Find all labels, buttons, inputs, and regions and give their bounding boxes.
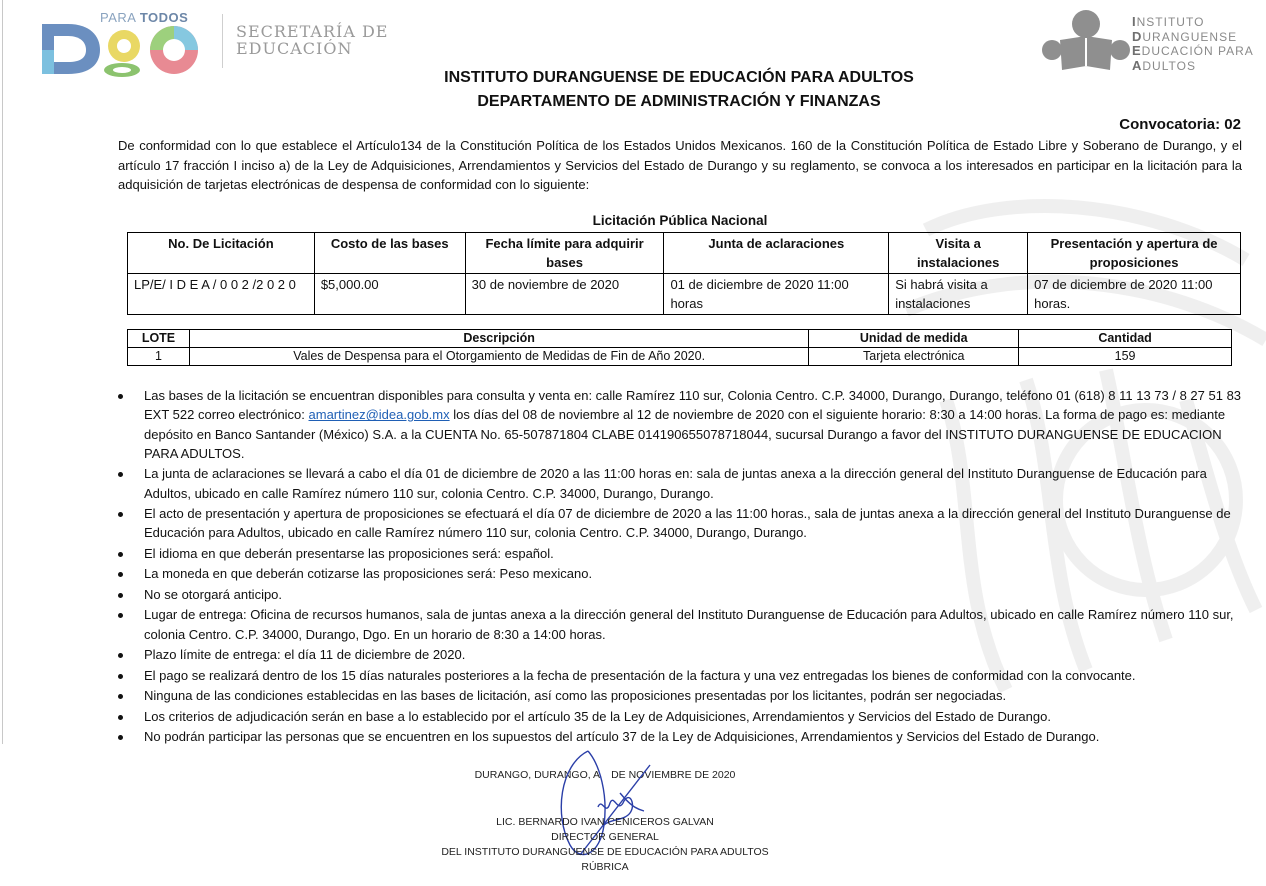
lote-table bbox=[127, 329, 1232, 366]
table-row bbox=[128, 348, 1232, 366]
licitacion-header-row bbox=[128, 233, 1241, 274]
dgo-para-todos-logo bbox=[38, 8, 218, 74]
idea-logo bbox=[1040, 8, 1266, 74]
secretaria-line2: EDUCACIÓN bbox=[236, 39, 353, 58]
title-department: DEPARTAMENTO DE ADMINISTRACIÓN Y FINANZAS bbox=[477, 93, 881, 110]
list-item: Plazo límite de entrega: el día 11 de diciembre de 2020. bbox=[118, 645, 1244, 664]
list-item: El pago se realizará dentro de los 15 días naturales posteriores a la fecha de presentación de la factura y una vez entregadas los bienes de conformidad con la convocante. bbox=[118, 666, 1244, 685]
col-header: Costo de las bases bbox=[314, 233, 465, 274]
logo-divider bbox=[222, 14, 223, 68]
col-header: Junta de aclaraciones bbox=[664, 233, 889, 274]
list-item: Lugar de entrega: Oficina de recursos humanos, sala de juntas anexa a la dirección general del Instituto Duranguense de Educación para Adultos, ubicado en calle Ramírez número 110 sur, colonia Centro. C.P. 34000, Durango, Dgo. En un horario de 8:30 a 14:00 horas. bbox=[118, 605, 1244, 644]
idea-logo-text: INSTITUTO DURANGUENSE EDUCACIÓN PARA ADULTOS bbox=[1132, 14, 1254, 73]
col-header: LOTE bbox=[128, 330, 190, 348]
list-item: El acto de presentación y apertura de proposiciones se efectuará el día 07 de diciembre de 2020 a las 11:00 horas., sala de juntas anexa a la dirección general del Instituto Duranguense de Educación para Adultos, ubicado en calle Ramírez número 110 sur, colonia Centro. C.P. 34000, Durango, Durango. bbox=[118, 504, 1244, 543]
signatory-name: LIC. BERNARDO IVAN CENICEROS GALVAN bbox=[496, 816, 714, 828]
rubrica-label: RÚBRICA bbox=[581, 861, 629, 873]
list-item: No podrán participar las personas que se encuentren en los supuestos del artículo 37 de la Ley de Adquisiciones, Arrendamientos y Servicios del Estado de Durango. bbox=[118, 727, 1244, 746]
reader-icon bbox=[1040, 8, 1132, 74]
licitacion-number: LP/E/ I D E A / 0 0 2 /2 0 2 0 bbox=[128, 274, 315, 315]
lote-quantity: 159 bbox=[1019, 348, 1232, 366]
col-header: No. De Licitación bbox=[128, 233, 315, 274]
title-institute: INSTITUTO DURANGUENSE DE EDUCACIÓN PARA ADULTOS bbox=[444, 69, 914, 86]
payment-text: los días del 08 de noviembre al 12 de noviembre de 2020 con el siguiente horario: 8:30 a 14:00 horas. La forma de pago es: mediante depósito en Banco Santander (México) S.A. a la CUENTA No. 65-507871804 CLABE 014190655078718044, sucursal Durango a favor del INSTITUTO DURANGUENSE DE EDUCACION PARA ADULTOS. bbox=[144, 407, 1226, 461]
col-header: Cantidad bbox=[1019, 330, 1232, 348]
lote-unit: Tarjeta electrónica bbox=[809, 348, 1019, 366]
col-header: Presentación y apertura de proposiciones bbox=[1028, 233, 1241, 274]
signatory-role: DIRECTOR GENERAL bbox=[551, 831, 659, 843]
col-header: Unidad de medida bbox=[809, 330, 1019, 348]
signing-date: DURANGO, DURANGO, A DE NOVIEMBRE DE 2020 bbox=[474, 769, 736, 781]
licitacion-title: Licitación Pública Nacional bbox=[592, 213, 768, 228]
licitacion-table bbox=[127, 232, 1241, 315]
list-item: Ninguna de las condiciones establecidas en las bases de licitación, así como las proposiciones presentadas por los licitantes, podrán ser negociadas. bbox=[118, 686, 1244, 705]
secretaria-line1: SECRETARÍA DE bbox=[236, 22, 389, 41]
list-item: Los criterios de adjudicación serán en base a lo establecido por el artículo 35 de la Ley de Adquisiciones, Arrendamientos y Servicios del Estado de Durango. bbox=[118, 707, 1244, 726]
bases-deadline: 30 de noviembre de 2020 bbox=[465, 274, 664, 315]
list-item: La moneda en que deberán cotizarse las proposiciones será: Peso mexicano. bbox=[118, 564, 1244, 583]
signatory-org: DEL INSTITUTO DURANGUENSE DE EDUCACIÓN PARA ADULTOS bbox=[441, 846, 769, 858]
bases-availability-text: Las bases de la licitación se encuentran disponibles para consulta y venta en: calle Ramírez 110 sur, Colonia Centro. C.P. 34000, Durango, Durango, teléfono 01 (618) 8 11 13 73 / 8 27 51 83 EXT 522 correo electrónico: bbox=[144, 388, 1242, 423]
para-todos-text: PARA TODOS bbox=[100, 10, 189, 25]
lote-header-row bbox=[128, 330, 1232, 348]
document-title bbox=[0, 66, 1266, 114]
lote-description: Vales de Despensa para el Otorgamiento de Medidas de Fin de Año 2020. bbox=[189, 348, 808, 366]
list-item: La junta de aclaraciones se llevará a cabo el día 01 de diciembre de 2020 a las 11:00 horas en: sala de juntas anexa a la dirección general del Instituto Duranguense de Educación para Adultos, ubicado en calle Ramírez número 110 sur, colonia Centro. C.P. 34000, Durango, Durango. bbox=[118, 464, 1244, 503]
site-visit: Si habrá visita a instalaciones bbox=[889, 274, 1028, 315]
list-item bbox=[118, 386, 1244, 463]
col-header: Descripción bbox=[189, 330, 808, 348]
proposal-opening: 07 de diciembre de 2020 11:00 horas. bbox=[1028, 274, 1241, 315]
convocatoria-number: Convocatoria: 02 bbox=[1119, 116, 1241, 133]
signatory-block bbox=[420, 815, 790, 875]
table-row bbox=[128, 274, 1241, 315]
col-header: Fecha límite para adquirir bases bbox=[465, 233, 664, 274]
clarification-meeting: 01 de diciembre de 2020 11:00 horas bbox=[664, 274, 889, 315]
email-link[interactable]: amartinez@idea.gob.mx bbox=[308, 407, 450, 423]
lote-number: 1 bbox=[128, 348, 190, 366]
list-item: El idioma en que deberán presentarse las proposiciones será: español. bbox=[118, 544, 1244, 563]
list-item: No se otorgará anticipo. bbox=[118, 585, 1244, 604]
intro-paragraph: De conformidad con lo que establece el Artículo134 de la Constitución Política de los Estados Unidos Mexicanos. 160 de la Constitución Política de Estado Libre y Soberano de Durango, y el artículo 17 fracción I inciso a) de la Ley de Adquisiciones, Arrendamientos y Servicios del Estado de Durango y su reglamento, se convoca a los interesados en participar en la licitación para la adquisición de tarjetas electrónicas de despensa de conformidad con lo siguiente: bbox=[118, 138, 1242, 192]
secretaria-educacion-text bbox=[236, 23, 388, 57]
col-header: Visita a instalaciones bbox=[889, 233, 1028, 274]
bases-cost: $5,000.00 bbox=[314, 274, 465, 315]
conditions-list bbox=[118, 386, 1244, 748]
